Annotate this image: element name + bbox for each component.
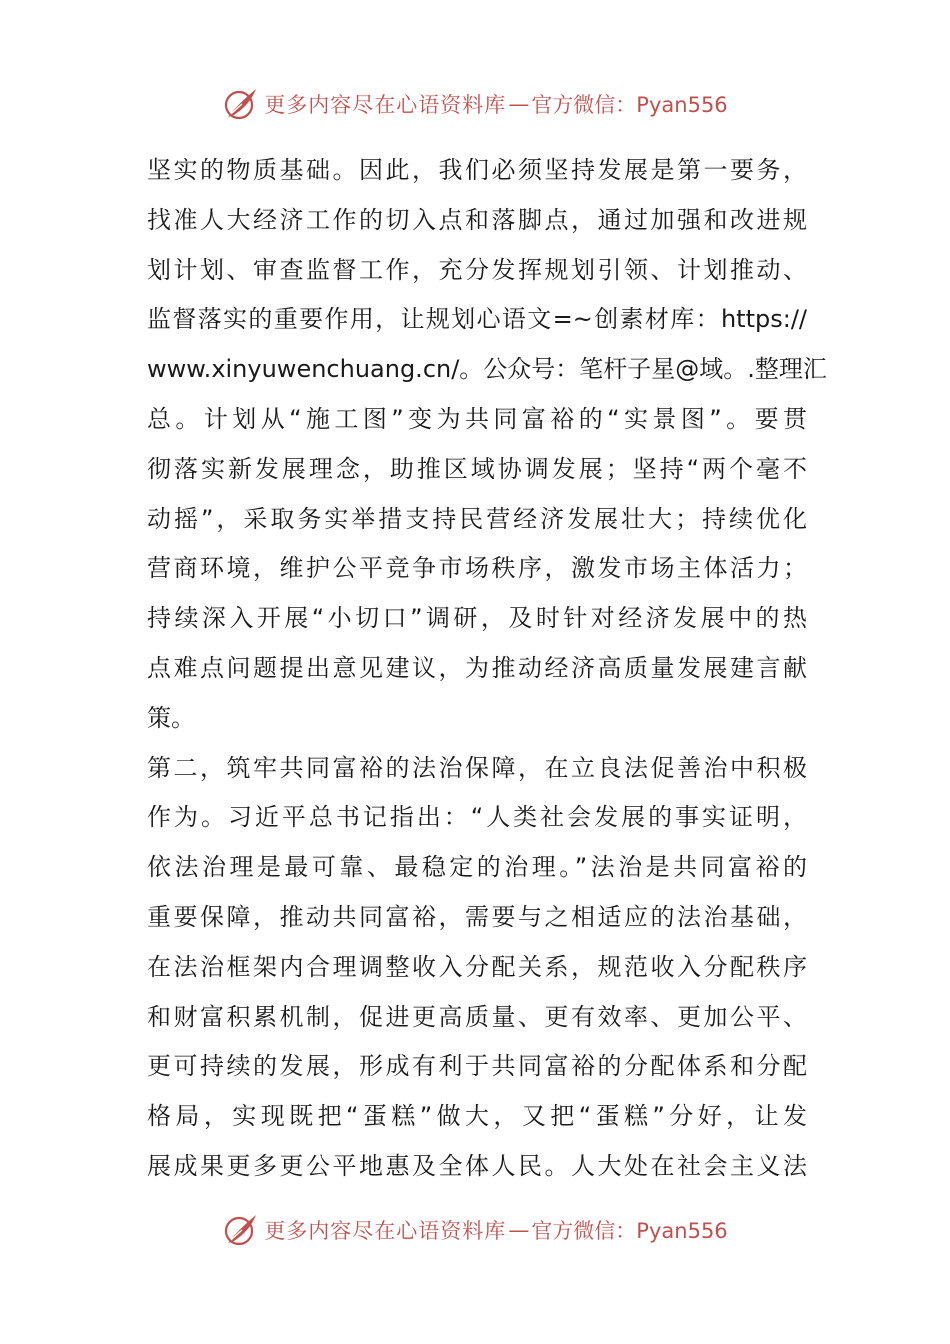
banner-separator: — (508, 92, 530, 116)
text-line: www.xinyuwenchuang.cn/。公众号：笔杆子星@域。.整理汇 (147, 355, 827, 384)
text-line: 动摇”，采取务实举措支持民营经济发展壮大；持续优化 (147, 504, 807, 533)
text-line: 划计划、审查监督工作，充分发挥规划引领、计划推动、 (147, 255, 807, 284)
text-line: 找准人大经济工作的切入点和落脚点，通过加强和改进规 (147, 205, 807, 234)
banner-title: 更多内容尽在心语资料库 (264, 1219, 507, 1243)
quill-pen-icon (222, 1211, 260, 1249)
text-line: 依法治理是最可靠、最稳定的治理。”法治是共同富裕的 (147, 853, 807, 882)
text-line: 格局，实现既把“蛋糕”做大，又把“蛋糕”分好，让发 (147, 1102, 807, 1131)
banner-wechat: 官方微信：Pyan556 (531, 93, 728, 117)
text-line: 坚实的物质基础。因此，我们必须坚持发展是第一要务， (147, 156, 807, 184)
quill-pen-icon (222, 85, 260, 123)
text-line: 营商环境，维护公平竞争市场秩序，激发市场主体活力； (147, 554, 807, 583)
header-banner (0, 84, 950, 124)
text-line: 展成果更多更公平地惠及全体人民。人大处在社会主义法 (147, 1151, 807, 1180)
footer-banner (0, 1210, 950, 1250)
banner-title: 更多内容尽在心语资料库 (264, 93, 507, 117)
banner-wechat: 官方微信：Pyan556 (531, 1219, 728, 1243)
text-line: 彻落实新发展理念，助推区域协调发展；坚持“两个毫不 (147, 454, 807, 483)
text-line: 重要保障，推动共同富裕，需要与之相适应的法治基础， (147, 902, 807, 931)
text-line: 作为。习近平总书记指出：“人类社会发展的事实证明， (147, 803, 807, 832)
document-body (147, 146, 827, 1192)
text-line: 策。 (147, 703, 195, 732)
text-line: 更可持续的发展，形成有利于共同富裕的分配体系和分配 (147, 1052, 807, 1081)
text-line: 第二，筑牢共同富裕的法治保障，在立良法促善治中积极 (147, 753, 807, 782)
text-line: 和财富积累机制，促进更高质量、更有效率、更加公平、 (147, 1002, 807, 1031)
text-line: 在法治框架内合理调整收入分配关系，规范收入分配秩序 (147, 952, 807, 981)
text-line: 总。计划从“施工图”变为共同富裕的“实景图”。要贯 (147, 404, 807, 433)
text-line: 点难点问题提出意见建议，为推动经济高质量发展建言献 (147, 653, 807, 682)
text-line: 持续深入开展“小切口”调研，及时针对经济发展中的热 (147, 604, 807, 633)
text-line: 监督落实的重要作用，让规划心语文=~创素材库：https:// (147, 305, 807, 334)
banner-separator: — (508, 1218, 530, 1242)
